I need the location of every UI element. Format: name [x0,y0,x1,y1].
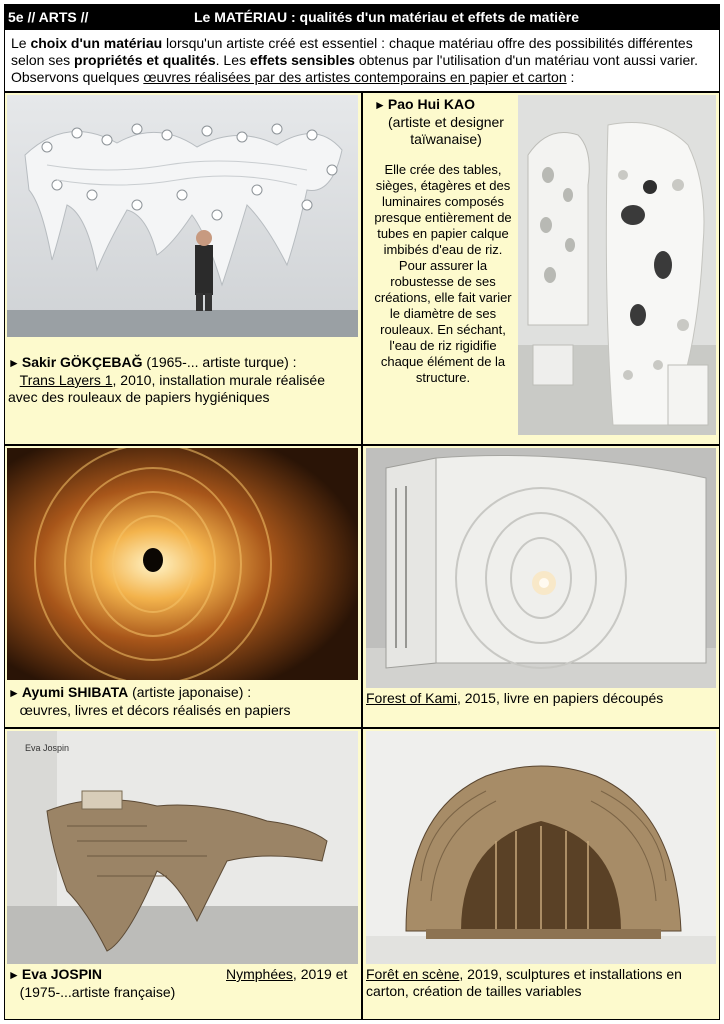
page-title: Le MATÉRIAU : qualités d'un matériau et effets de matière [194,9,580,25]
photo-forest-of-kami [366,448,716,688]
caption-forest-of-kami [366,690,716,707]
work-title: Trans Layers 1 [19,372,113,388]
artist-bio: (1965-... artiste turque) : [142,354,297,370]
caption-gokcebag [8,354,358,406]
intro-underlined: œuvres réalisées par des artistes contemporains en papier et carton [143,69,567,85]
work-desc: , 2010, installation murale réalisée avec des rouleaux de papiers hygiéniques [8,372,325,405]
photo-nymphees [7,731,358,964]
intro-paragraph [4,30,720,92]
intro-text-4: obtenus par l'utilisation d'un matériau vont aussi varier. Observons quelques [11,52,699,85]
work-desc: , 2019, sculptures et installations en carton, création de tailles variables [366,966,682,999]
photo-kao-furniture [518,95,716,435]
work-mid: , 2019 et [292,966,348,982]
kao-description: Elle crée des tables, sièges, étagères et des luminaires composés presque entièrement de tubes en papier calque imbibés d'eau de riz. Pour assurer la robustesse de ses créations, elle fait varier le diamètre de ses rouleaux. En séchant, l'eau de riz rigidifie chaque élément de la structure. [374,162,512,385]
work-desc: œuvres, livres et décors réalisés en papiers [19,702,291,718]
gallery-sign: Eva Jospin [25,743,70,753]
artist-bio: (1975-...artiste française) [19,984,176,1000]
caption-shibata [8,684,358,719]
caption-foret-en-scene [366,966,716,1000]
bullet-marker: ► [8,686,20,700]
artist-name: Ayumi SHIBATA [21,684,129,700]
artist-bio: (artiste et designer taïwanaise) [388,114,504,147]
artist-name: Sakir GÖKÇEBAĞ [21,354,143,370]
page-header [4,4,720,30]
intro-bold-3: effets sensibles [249,52,355,68]
work-title: Forest of Kami [366,690,458,706]
bullet-marker: ► [374,98,386,112]
intro-text-1: Le [11,35,31,51]
artist-name: Pao Hui KAO [387,96,476,112]
intro-bold-2: propriétés et qualités [74,52,216,68]
work-desc: , 2015, livre en papiers découpés [457,690,664,706]
artist-bio: (artiste japonaise) : [128,684,252,700]
course-label: 5e // ARTS // [8,9,89,25]
bullet-marker: ► [8,356,20,370]
artist-name: Eva JOSPIN [21,966,103,982]
kao-header [374,96,514,148]
intro-bold-1: choix d'un matériau [30,35,163,51]
work-title-2: Forêt en scène [366,966,460,982]
intro-text-3: . Les [215,52,250,68]
photo-trans-layers [7,95,358,337]
intro-text-2: lorsqu'un artiste créé est essentiel : chaque matériau offre des possibilités différentes selon ses [11,35,693,68]
work-title-1: Nymphées [226,966,293,982]
photo-foret-en-scene [366,731,716,964]
intro-text-5: : [566,69,575,85]
bullet-marker: ► [8,968,20,982]
photo-shibata-tunnel [7,448,358,680]
caption-jospin [8,966,188,1001]
